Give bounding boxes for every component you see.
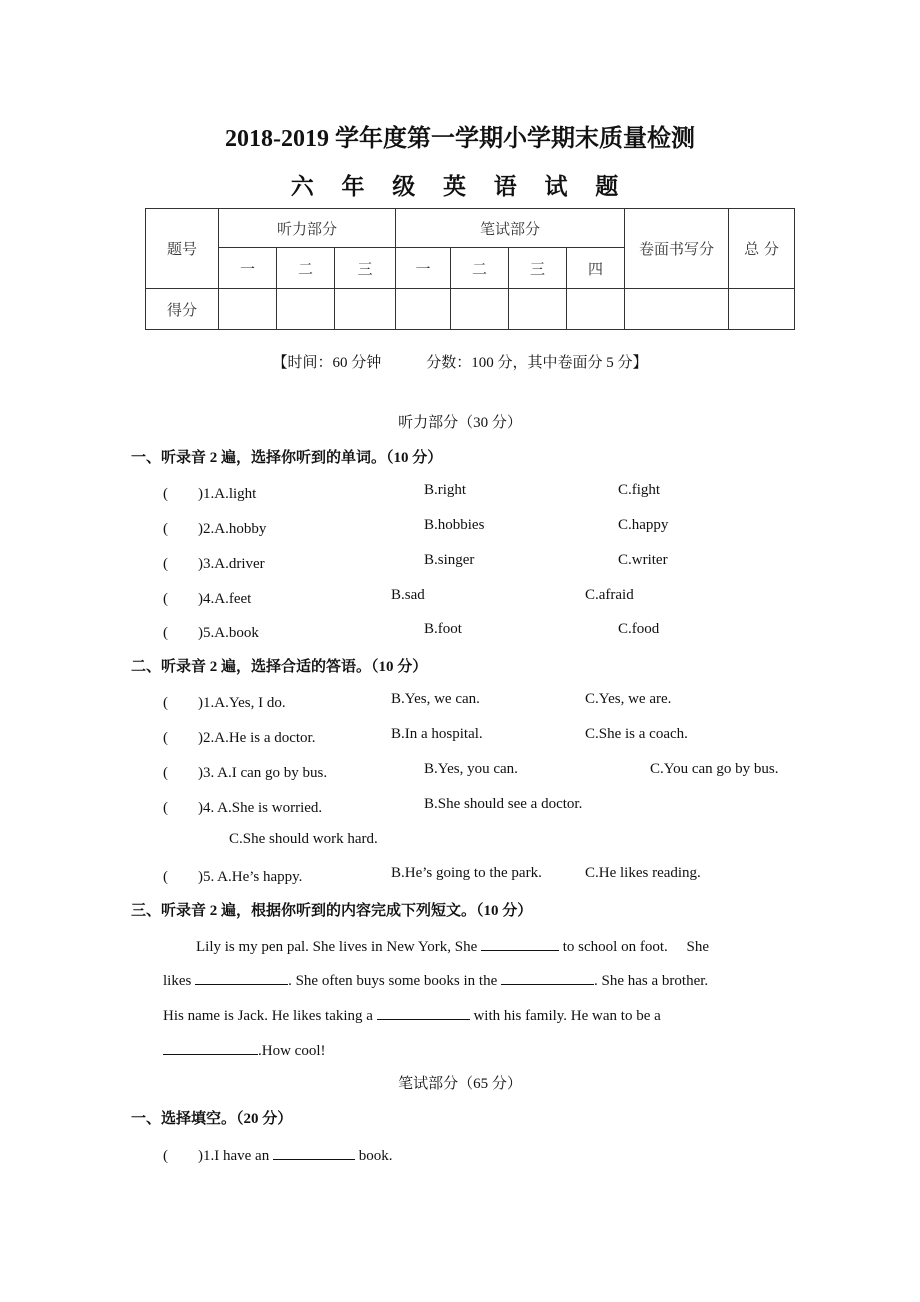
listening-col-3: 三 — [335, 248, 396, 289]
score-cell[interactable] — [396, 289, 451, 330]
l2-item-5-b: B.He’s going to the park. — [391, 865, 542, 881]
l1-item-1-c: C.fight — [618, 482, 661, 498]
l2-item-5-a: ( )5. A.He’s happy. — [163, 869, 303, 885]
fill-blank-1[interactable] — [481, 936, 559, 951]
l2-item-2-b: B.In a hospital. — [391, 726, 483, 742]
writing-header: 笔试部分 — [396, 209, 625, 248]
listening-part2-heading: 二、听录音 2 遍，选择合适的答语。（10 分） — [131, 659, 428, 675]
passage-line-2 — [163, 970, 708, 990]
listening-col-2: 二 — [277, 248, 335, 289]
fill-blank-3[interactable] — [501, 970, 594, 985]
fill-blank-5[interactable] — [163, 1040, 258, 1055]
listening-section-title: 听力部分（30 分） — [398, 415, 522, 431]
exam-info: 【时间：60 分钟 分数：100 分，其中卷面分 5 分】 — [272, 355, 648, 371]
fill-blank-w1[interactable] — [273, 1145, 355, 1160]
passage-text: likes — [163, 973, 196, 989]
score-cell[interactable] — [567, 289, 625, 330]
score-cell[interactable] — [277, 289, 335, 330]
listening-col-1: 一 — [219, 248, 277, 289]
l1-item-3-a: ( )3.A.driver — [163, 556, 265, 572]
row-header-label: 题号 — [146, 209, 219, 289]
listening-header: 听力部分 — [219, 209, 396, 248]
passage-text: . She often buys some books in the — [288, 973, 501, 989]
fill-blank-4[interactable] — [377, 1005, 470, 1020]
l1-item-3-b: B.singer — [424, 552, 475, 568]
passage-text: . She has a brother. — [594, 973, 709, 989]
listening-part1-heading: 一、听录音 2 遍，选择你听到的单词。（10 分） — [131, 450, 443, 466]
score-cell[interactable] — [509, 289, 567, 330]
l2-item-2-c: C.She is a coach. — [585, 726, 688, 742]
passage-text: His name is Jack. He likes taking a — [163, 1008, 377, 1024]
l2-item-2-a: ( )2.A.He is a doctor. — [163, 730, 316, 746]
exam-title: 2018-2019 学年度第一学期小学期末质量检测 — [225, 126, 695, 152]
question-text: book. — [354, 1148, 393, 1164]
passage-line-4 — [163, 1040, 326, 1060]
l2-item-1-a: ( )1.A.Yes, I do. — [163, 695, 286, 711]
l1-item-5-b: B.foot — [424, 621, 462, 637]
writing-col-3: 三 — [509, 248, 567, 289]
neatness-header: 卷面书写分 — [625, 209, 729, 289]
writing-section-title: 笔试部分（65 分） — [398, 1076, 522, 1092]
l2-item-3-b: B.Yes, you can. — [424, 761, 518, 777]
total-header: 总 分 — [729, 209, 795, 289]
passage-text: with his family. He wan to be a — [469, 1008, 661, 1024]
l1-item-1-a: ( )1.A.light — [163, 486, 257, 502]
passage-line-3 — [163, 1005, 661, 1025]
l2-item-5-c: C.He likes reading. — [585, 865, 701, 881]
score-cell[interactable] — [335, 289, 396, 330]
l1-item-4-b: B.sad — [391, 587, 425, 603]
l2-item-3-a: ( )3. A.I can go by bus. — [163, 765, 328, 781]
score-cell[interactable] — [625, 289, 729, 330]
l2-item-3-c: C.You can go by bus. — [650, 761, 779, 777]
passage-text: to school on foot. She — [559, 939, 709, 955]
exam-subtitle: 六 年 级 英 语 试 题 — [290, 174, 630, 199]
l1-item-5-c: C.food — [618, 621, 660, 637]
l1-item-3-c: C.writer — [618, 552, 668, 568]
passage-text: Lily is my pen pal. She lives in New York, She — [196, 939, 481, 955]
l1-item-4-c: C.afraid — [585, 587, 634, 603]
question-text: ( )1.I have an — [163, 1148, 273, 1164]
score-cell[interactable] — [451, 289, 509, 330]
l2-item-1-b: B.Yes, we can. — [391, 691, 480, 707]
w1-item-1 — [163, 1144, 392, 1165]
l1-item-5-a: ( )5.A.book — [163, 625, 259, 641]
score-cell[interactable] — [219, 289, 277, 330]
score-row-label: 得分 — [146, 289, 219, 330]
score-cell[interactable] — [729, 289, 795, 330]
writing-part1-heading: 一、选择填空。（20 分） — [131, 1111, 293, 1127]
l1-item-1-b: B.right — [424, 482, 467, 498]
listening-part3-heading: 三、听录音 2 遍，根据你听到的内容完成下列短文。（10 分） — [131, 903, 533, 919]
l2-item-4-c: C.She should work hard. — [229, 831, 378, 847]
l1-item-2-a: ( )2.A.hobby — [163, 521, 267, 537]
l2-item-4-b: B.She should see a doctor. — [424, 796, 583, 812]
l1-item-2-b: B.hobbies — [424, 517, 485, 533]
l1-item-4-a: ( )4.A.feet — [163, 591, 252, 607]
writing-col-4: 四 — [567, 248, 625, 289]
l1-item-2-c: C.happy — [618, 517, 669, 533]
writing-col-2: 二 — [451, 248, 509, 289]
passage-text: .How cool! — [258, 1043, 326, 1059]
passage-line-1 — [196, 935, 709, 956]
l2-item-1-c: C.Yes, we are. — [585, 691, 672, 707]
writing-col-1: 一 — [396, 248, 451, 289]
score-table — [145, 208, 795, 330]
fill-blank-2[interactable] — [195, 970, 288, 985]
l2-item-4-a: ( )4. A.She is worried. — [163, 800, 323, 816]
